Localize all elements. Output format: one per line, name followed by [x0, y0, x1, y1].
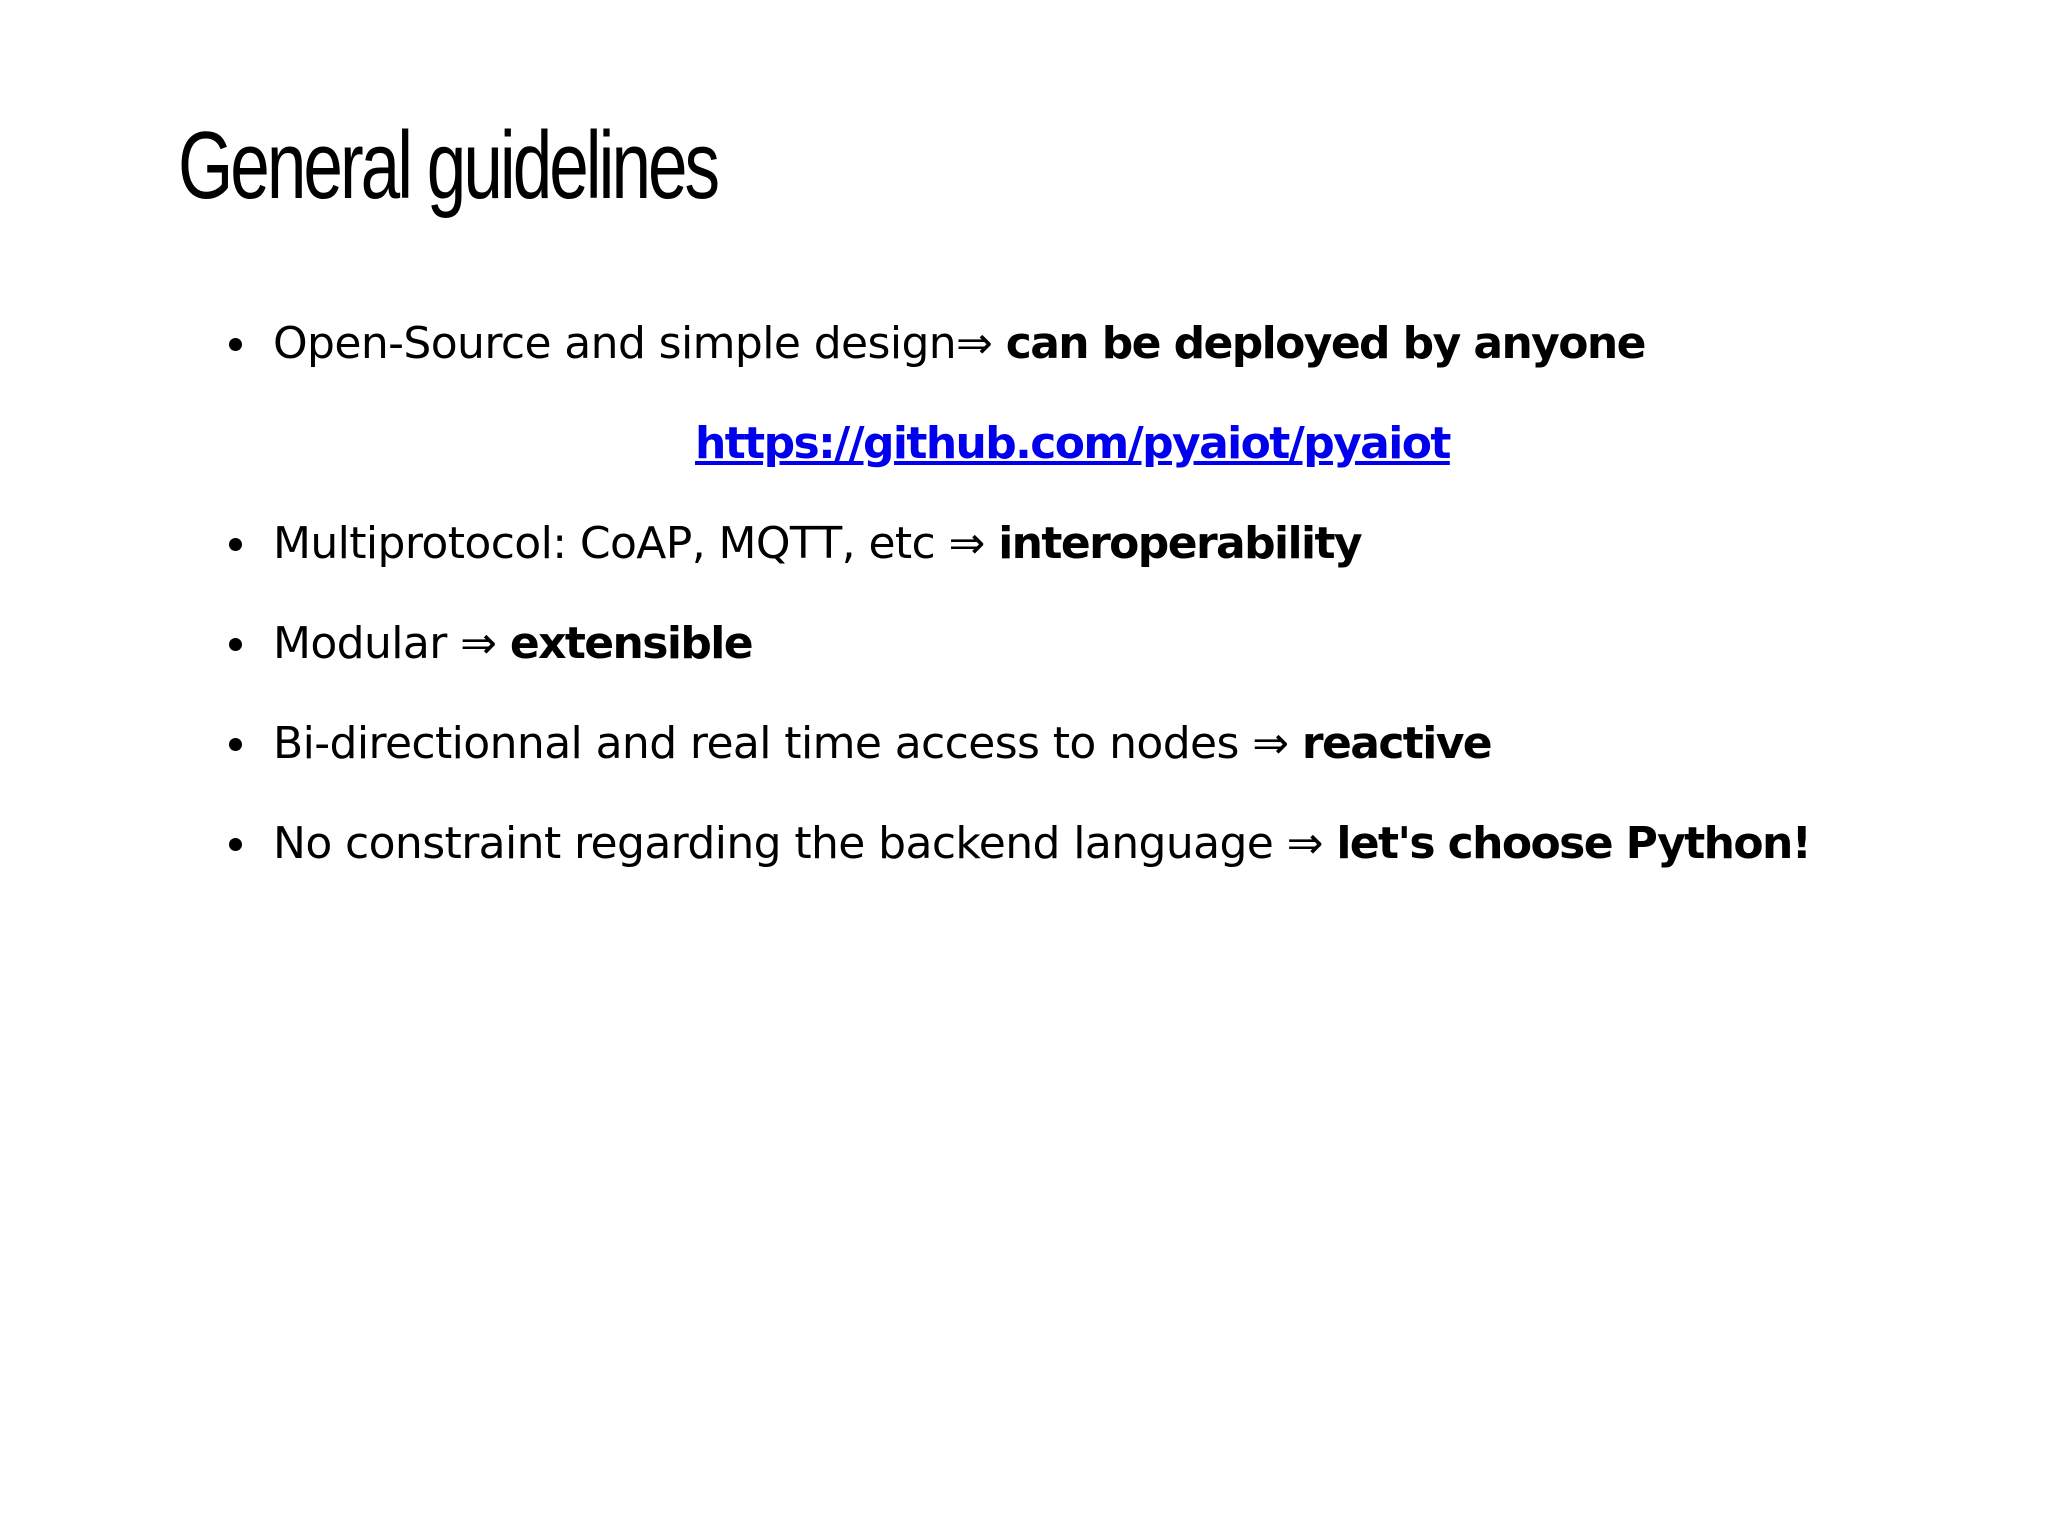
bullet-plain-text: Bi-directionnal and real time access to nodes ⇒	[273, 718, 1302, 769]
bullet-item-multiprotocol	[225, 518, 1361, 569]
bullet-plain-text: Open-Source and simple design⇒	[273, 318, 1006, 369]
bullet-item-open-source	[225, 318, 1645, 369]
slide-title: General guidelines	[178, 112, 718, 219]
bullet-item-backend-language	[225, 818, 1811, 869]
github-repo-link[interactable]: https://github.com/pyaiot/pyaiot	[695, 418, 1450, 469]
bullet-text	[273, 818, 1810, 869]
bullet-item-modular	[225, 618, 752, 669]
bullet-emphasis: extensible	[509, 618, 752, 669]
bullet-plain-text: No constraint regarding the backend language ⇒	[273, 818, 1337, 869]
bullet-emphasis: reactive	[1301, 718, 1492, 769]
bullet-text	[273, 618, 752, 669]
bullet-plain-text: Multiprotocol: CoAP, MQTT, etc ⇒	[273, 518, 999, 569]
bullet-text	[273, 318, 1645, 369]
bullet-emphasis: let's choose Python!	[1336, 818, 1811, 869]
bullet-item-realtime	[225, 718, 1492, 769]
bullet-plain-text: Modular ⇒	[273, 618, 510, 669]
bullet-text	[273, 718, 1491, 769]
bullet-emphasis: can be deployed by anyone	[1005, 318, 1645, 369]
bullet-emphasis: interoperability	[998, 518, 1361, 569]
bullet-text	[273, 518, 1361, 569]
